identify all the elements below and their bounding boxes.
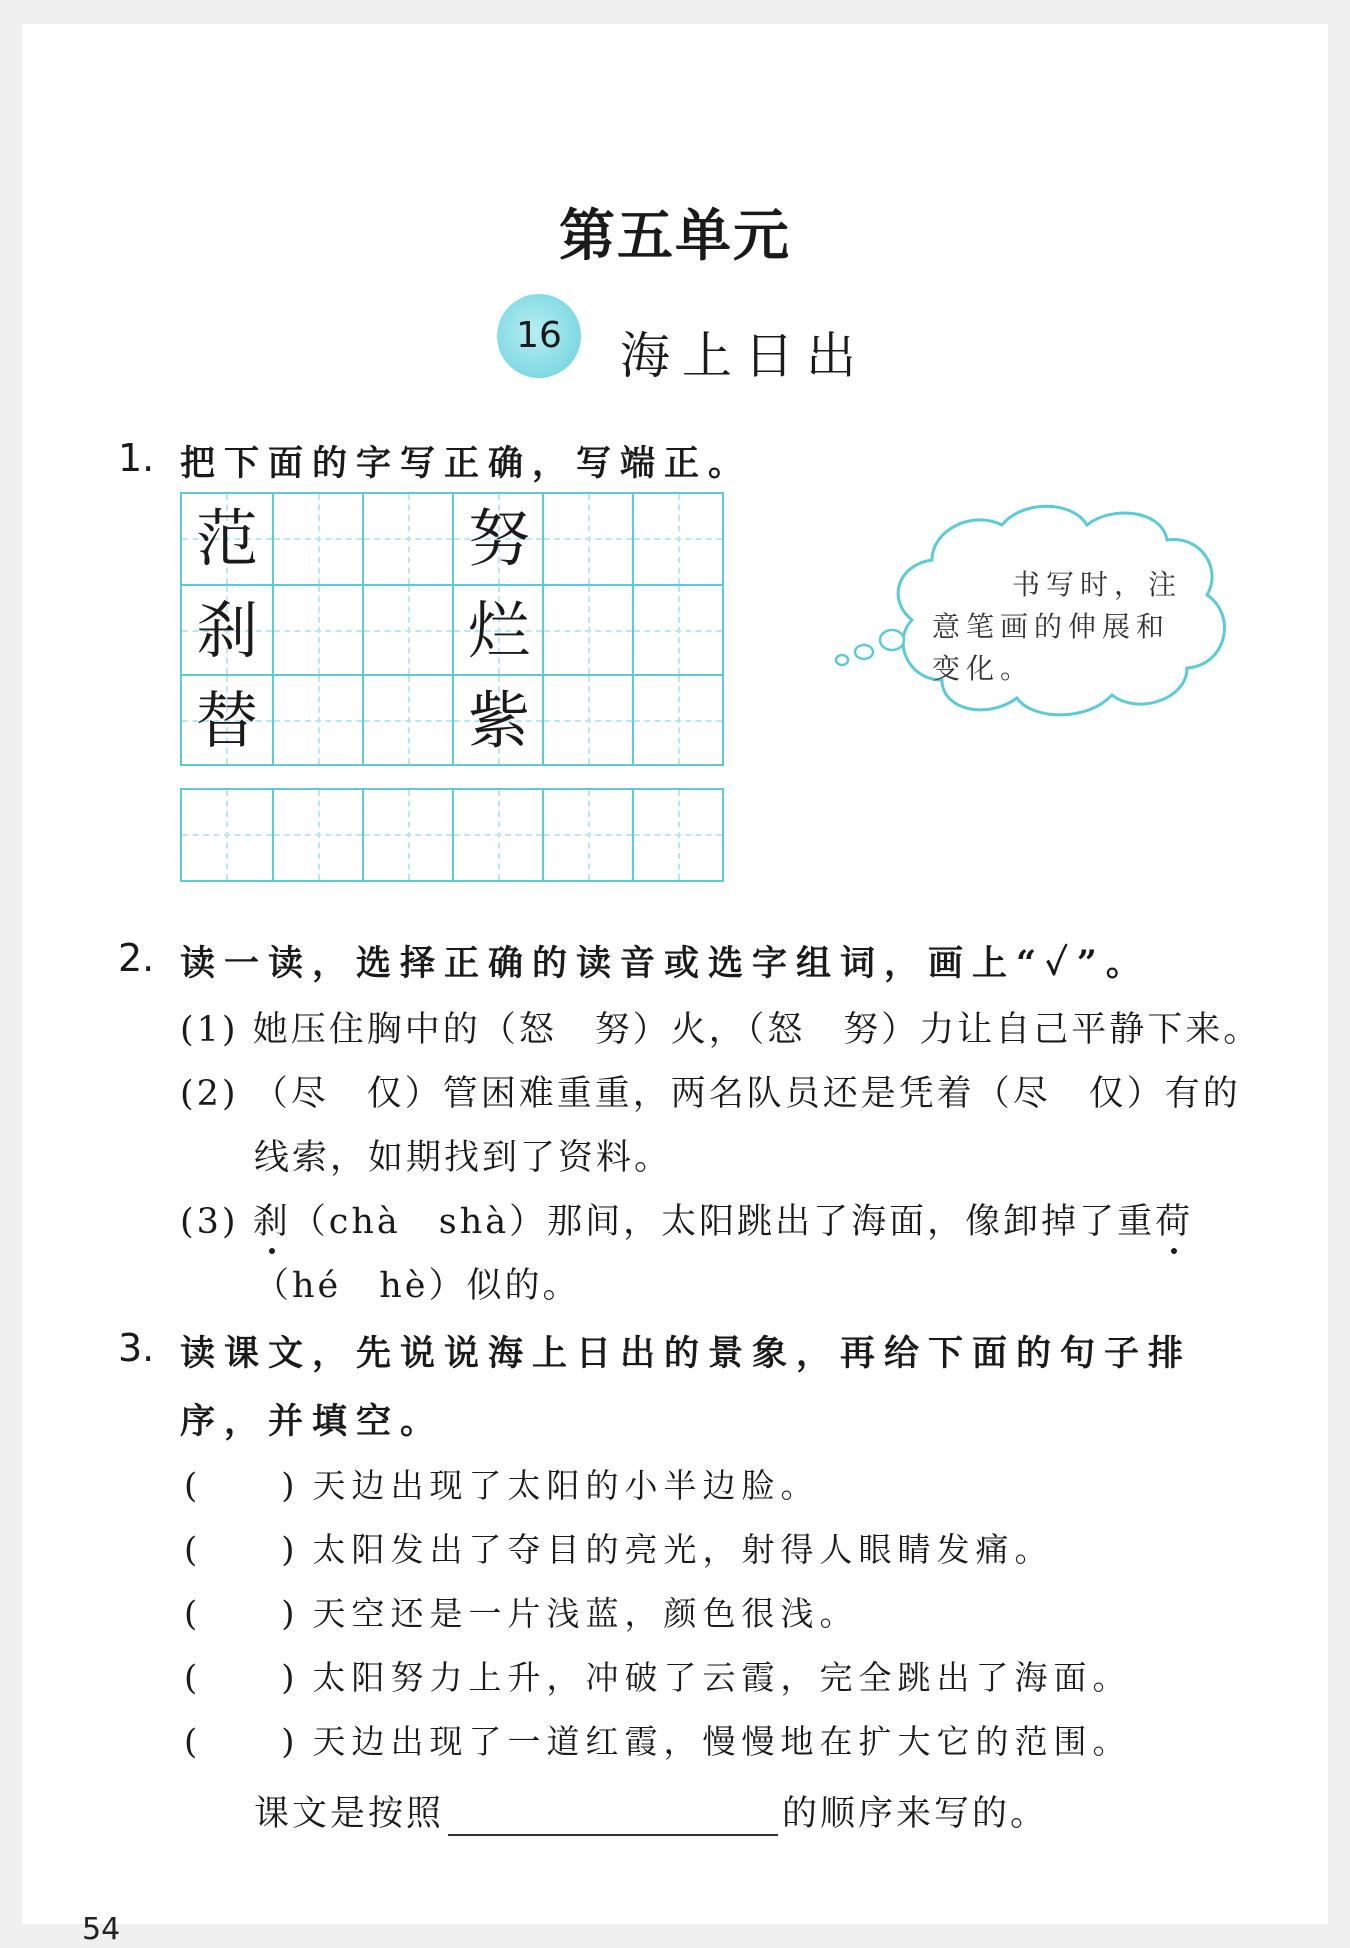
q2-item-1-text[interactable]: 她压住胸中的（怒 努）火，（怒 努）力让自己平静下来。: [252, 1010, 1262, 1050]
grid-model-char: [634, 676, 724, 766]
q3-prompt-line-2: 序，并填空。: [180, 1401, 445, 1442]
page-number: 54: [82, 1912, 121, 1947]
q1-prompt: 把下面的字写正确，写端正。: [180, 443, 753, 484]
sentence-row: [184, 1588, 859, 1635]
grid-cell[interactable]: [632, 584, 722, 674]
q3-number: 3.: [118, 1326, 155, 1370]
q2-item-3-number: (3): [180, 1202, 239, 1242]
order-paren-open: (: [184, 1658, 204, 1698]
grid-model-char: [364, 586, 454, 676]
sentence-text: 天边出现了一道红霞，慢慢地在扩大它的范围。: [312, 1722, 1132, 1761]
grid-cell[interactable]: [362, 790, 452, 880]
writing-tip: [932, 564, 1222, 690]
grid-cell[interactable]: [542, 790, 632, 880]
grid-model-char: [274, 586, 364, 676]
sentence-text: 太阳发出了夺目的亮光，射得人眼睛发痛。: [312, 1530, 1054, 1569]
q2-item-3: [180, 1194, 1193, 1244]
grid-cell[interactable]: [632, 674, 722, 764]
q2-item-2-number: (2): [180, 1074, 239, 1114]
grid-cell[interactable]: [182, 674, 272, 764]
grid-model-char: [364, 676, 454, 766]
order-paren-open: (: [184, 1466, 204, 1506]
bubble-dot-medium: [855, 645, 873, 659]
grid-model-char: 范: [195, 502, 258, 575]
q2-item-3-dotted-char-1: 刹: [252, 1202, 291, 1242]
grid-cell[interactable]: [452, 790, 542, 880]
grid-model-char: 替: [195, 684, 258, 757]
sentence-row: [184, 1524, 1054, 1571]
q3-prompt-line-1: 读课文，先说说海上日出的景象，再给下面的句子排: [180, 1333, 1193, 1374]
grid-model-char: 紫: [467, 684, 530, 757]
grid-cell[interactable]: [632, 494, 722, 584]
grid-cell[interactable]: [182, 494, 272, 584]
grid-cell[interactable]: [272, 494, 362, 584]
grid-model-char: 努: [467, 502, 530, 575]
order-paren-open: (: [184, 1530, 204, 1570]
q2-item-2-text[interactable]: （尽 仅）管困难重重，两名队员还是凭着（尽 仅）有的: [252, 1074, 1241, 1114]
order-paren-close: ): [281, 1466, 301, 1506]
unit-title: 第五单元: [559, 203, 791, 269]
sentence-row: [184, 1716, 1132, 1763]
sentence-text: 太阳努力上升，冲破了云霞，完全跳出了海面。: [312, 1658, 1132, 1697]
grid-cell[interactable]: [542, 494, 632, 584]
grid-model-char: [544, 676, 634, 766]
q1-number: 1.: [118, 436, 155, 480]
q2-item-1: [180, 1002, 1261, 1052]
q2-prompt: 读一读，选择正确的读音或选字组词，画上“✓”。: [180, 943, 1150, 984]
grid-model-char: [634, 586, 724, 676]
q2-number: 2.: [118, 936, 155, 980]
grid-model-char: 刹: [195, 594, 258, 667]
order-paren-open: (: [184, 1722, 204, 1762]
grid-model-char: [364, 494, 454, 584]
workbook-page: [22, 24, 1328, 1947]
q2-item-2-continued: 线索，如期找到了资料。: [254, 1138, 673, 1178]
grid-cell[interactable]: [362, 674, 452, 764]
grid-cell[interactable]: [272, 790, 362, 880]
grid-cell[interactable]: [182, 790, 272, 880]
lesson-title: 海上日出: [620, 327, 868, 385]
tip-line-2: 意笔画的伸展和: [932, 610, 1171, 643]
grid-cell[interactable]: [542, 584, 632, 674]
order-paren-close: ): [281, 1594, 301, 1634]
q2-item-3-text[interactable]: （chà shà）那间，太阳跳出了海面，像卸掉了重: [290, 1202, 1156, 1242]
grid-model-char: [274, 676, 364, 766]
grid-model-char: [274, 494, 364, 584]
grid-model-char: [544, 494, 634, 584]
grid-model-char: 烂: [467, 594, 530, 667]
tip-line-1: 书写时，注: [1011, 568, 1182, 601]
q3-fill-sentence: [254, 1786, 1048, 1836]
bubble-dot-large: [880, 630, 904, 650]
fill-blank[interactable]: [448, 1800, 778, 1836]
grid-cell[interactable]: [272, 584, 362, 674]
q2-item-3-dotted-char-2: 荷: [1155, 1202, 1194, 1242]
grid-cell[interactable]: [362, 494, 452, 584]
grid-cell[interactable]: [452, 674, 542, 764]
q2-item-3-continued[interactable]: （hé hè）似的。: [254, 1266, 581, 1306]
bubble-dot-small: [836, 655, 848, 665]
fill-before-text: 课文是按照: [254, 1794, 445, 1834]
grid-model-char: [634, 494, 724, 584]
lesson-number-badge: 16: [497, 294, 581, 378]
q2-item-2: [180, 1066, 1241, 1116]
writing-grid[interactable]: [180, 492, 724, 766]
grid-model-char: [544, 586, 634, 676]
tip-line-3: 变化。: [932, 652, 1035, 685]
grid-cell[interactable]: [452, 494, 542, 584]
grid-cell[interactable]: [182, 584, 272, 674]
order-paren-close: ): [281, 1530, 301, 1570]
sentence-row: [184, 1652, 1132, 1699]
grid-cell[interactable]: [632, 790, 722, 880]
order-paren-close: ): [281, 1722, 301, 1762]
order-paren-close: ): [281, 1658, 301, 1698]
sentence-row: [184, 1460, 820, 1507]
grid-cell[interactable]: [542, 674, 632, 764]
q2-item-1-number: (1): [180, 1010, 239, 1050]
grid-cell[interactable]: [452, 584, 542, 674]
grid-cell[interactable]: [362, 584, 452, 674]
order-paren-open: (: [184, 1594, 204, 1634]
writing-grid-extra-row[interactable]: [180, 788, 724, 882]
fill-after-text: 的顺序来写的。: [782, 1794, 1049, 1834]
sentence-text: 天空还是一片浅蓝，颜色很浅。: [312, 1594, 859, 1633]
grid-cell[interactable]: [272, 674, 362, 764]
sentence-text: 天边出现了太阳的小半边脸。: [312, 1466, 820, 1505]
